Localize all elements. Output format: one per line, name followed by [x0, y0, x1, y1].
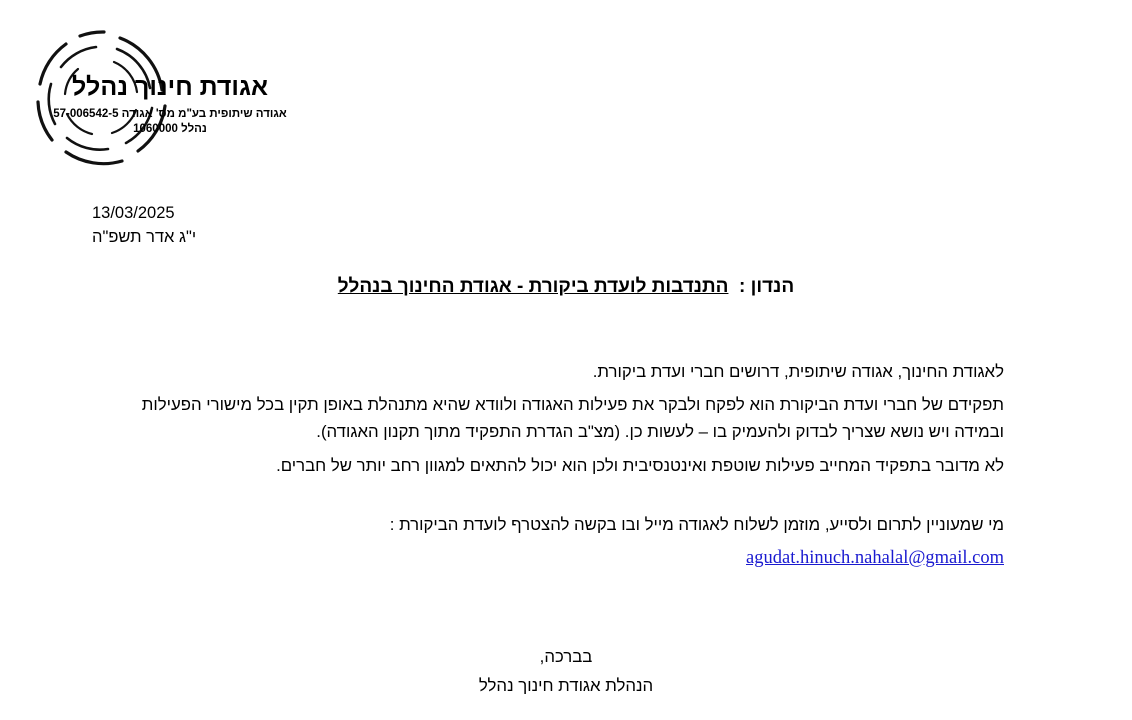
- letterhead-logo: [22, 18, 312, 178]
- body-paragraph-2: תפקידם של חברי ועדת הביקורת הוא לפקח ולבקר את פעילות האגודה ולוודא שהיא מתנהלת באופן תקין בכל מישורי הפעילות ובמידה ויש נושא שצריך לבדוק ולהעמיק בו – לעשות כן. (מצ"ב הגדרת התפקיד מתוך תקנון האגודה).: [141, 395, 1004, 442]
- email-line: [128, 544, 1004, 574]
- body-paragraph-3: לא מדובר בתפקיד המחייב פעילות שוטפת ואינטנסיבית ולכן הוא יכול להתאים למגוון רחב יותר של חברים.: [276, 455, 1004, 475]
- email-link[interactable]: agudat.hinuch.nahalal@gmail.com: [746, 548, 1004, 569]
- signature-sender: הנהלת אגודת חינוך נהלל: [478, 675, 654, 695]
- signature-closing: בברכה,: [539, 647, 593, 666]
- organization-address: נהלל 1060000: [133, 122, 207, 135]
- organization-name: אגודת חינוך נהלל: [71, 73, 268, 101]
- document-date: [92, 202, 196, 250]
- paragraph-spacer: [128, 485, 1004, 511]
- document-signature: [0, 644, 1132, 702]
- document-body: [128, 358, 1004, 574]
- organization-registration: אגודה שיתופית בע"מ מס' אגודה 57-006542-5: [53, 107, 287, 120]
- body-call-to-action: מי שמעוניין לתרום ולסייע, מוזמן לשלוח לאגודה מייל ובו בקשה להצטרף לועדת הביקורת :: [389, 514, 1004, 534]
- subject-label: הנדון :: [739, 276, 795, 297]
- date-hebrew: י"ג אדר תשפ"ה: [92, 227, 197, 246]
- body-paragraph-1: לאגודת החינוך, אגודה שיתופית, דרושים חברי ועדת ביקורת.: [592, 362, 1004, 381]
- document-subject: [0, 276, 1132, 298]
- date-gregorian: 13/03/2025: [92, 204, 175, 222]
- subject-value: התנדבות לועדת ביקורת - אגודת החינוך בנהלל: [337, 276, 729, 297]
